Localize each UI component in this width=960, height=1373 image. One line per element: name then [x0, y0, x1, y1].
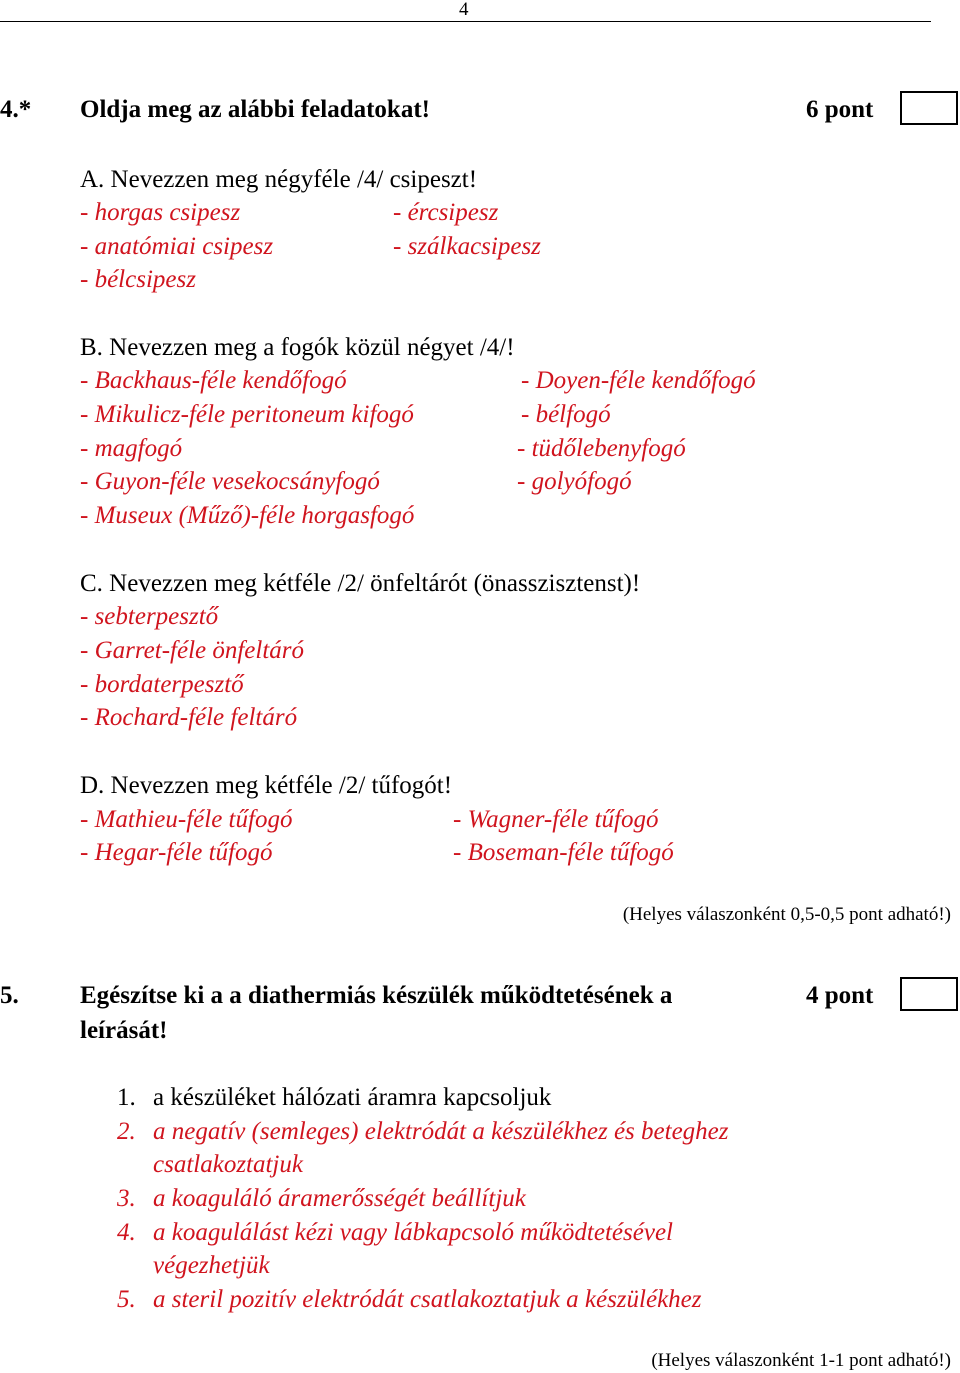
q4-score-box[interactable]: [900, 91, 958, 125]
q4-b-answer: - Mikulicz-féle peritoneum kifogó: [80, 401, 414, 428]
q5-step-number: 2.: [117, 1118, 136, 1145]
q5-points: 4 pont: [806, 982, 874, 1009]
q4-a-answer: - anatómiai csipesz: [80, 233, 274, 260]
q5-step-number: 3.: [117, 1185, 136, 1212]
q4-scoring-note: (Helyes válaszonként 0,5-0,5 pont adható!): [622, 904, 951, 925]
page-number: 4: [459, 0, 469, 20]
q5-step-number: 1.: [117, 1084, 136, 1111]
q4-d-answer: - Hegar-féle tűfogó: [80, 839, 273, 866]
q5-scoring-note: (Helyes válaszonként 1-1 pont adható!): [651, 1350, 951, 1371]
q4-a-answer: - ércsipesz: [393, 199, 499, 226]
q5-step-text: a negatív (semleges) elektródát a készülékhez és beteghez: [153, 1118, 729, 1145]
header-rule: [0, 21, 931, 22]
q4-points: 6 pont: [806, 96, 874, 123]
q5-score-box[interactable]: [900, 977, 958, 1011]
q5-step-text-cont: végezhetjük: [153, 1252, 270, 1279]
q4-c-answer: - Garret-féle önfeltáró: [80, 637, 305, 664]
q4-a-prompt: A. Nevezzen meg négyféle /4/ csipeszt!: [80, 166, 478, 193]
q4-b-answer: - Museux (Műző)-féle horgasfogó: [80, 502, 415, 529]
q4-d-answer: - Boseman-féle tűfogó: [453, 839, 674, 866]
q4-a-answer: - bélcsipesz: [80, 266, 196, 293]
q4-d-prompt: D. Nevezzen meg kétféle /2/ tűfogót!: [80, 772, 453, 799]
q4-c-prompt: C. Nevezzen meg kétféle /2/ önfeltárót (önasszisztenst)!: [80, 570, 641, 597]
q4-b-answer: - tüdőlebenyfogó: [517, 435, 686, 462]
q4-b-answer: - bélfogó: [521, 401, 611, 428]
q4-b-answer: - golyófogó: [517, 468, 632, 495]
q5-step-text: a steril pozitív elektródát csatlakoztatjuk a készülékhez: [153, 1286, 702, 1313]
q4-b-answer: - magfogó: [80, 435, 183, 462]
q4-b-answer: - Backhaus-féle kendőfogó: [80, 367, 347, 394]
q4-b-answer: - Doyen-féle kendőfogó: [521, 367, 756, 394]
q5-step-text: a koaguláló áramerősségét beállítjuk: [153, 1185, 526, 1212]
q4-a-answer: - horgas csipesz: [80, 199, 241, 226]
q4-a-answer: - szálkacsipesz: [393, 233, 541, 260]
q5-title-line2: leírását!: [80, 1017, 168, 1044]
q4-b-answer: - Guyon-féle vesekocsányfogó: [80, 468, 380, 495]
q5-step-text: a készüléket hálózati áramra kapcsoljuk: [153, 1084, 552, 1111]
q4-d-answer: - Mathieu-féle tűfogó: [80, 806, 293, 833]
q5-step-number: 5.: [117, 1286, 136, 1313]
q5-step-text: a koagulálást kézi vagy lábkapcsoló működtetésével: [153, 1219, 673, 1246]
q4-title: Oldja meg az alábbi feladatokat!: [80, 96, 430, 123]
q4-c-answer: - bordaterpesztő: [80, 671, 244, 698]
q4-b-prompt: B. Nevezzen meg a fogók közül négyet /4/!: [80, 334, 515, 361]
q5-step-text-cont: csatlakoztatjuk: [153, 1151, 303, 1178]
q5-number: 5.: [0, 982, 19, 1009]
q4-c-answer: - Rochard-féle feltáró: [80, 704, 298, 731]
q5-step-number: 4.: [117, 1219, 136, 1246]
q4-d-answer: - Wagner-féle tűfogó: [453, 806, 659, 833]
q5-title: Egészítse ki a a diathermiás készülék működtetésének a: [80, 982, 673, 1009]
q4-number: 4.*: [0, 96, 32, 123]
q4-c-answer: - sebterpesztő: [80, 603, 219, 630]
